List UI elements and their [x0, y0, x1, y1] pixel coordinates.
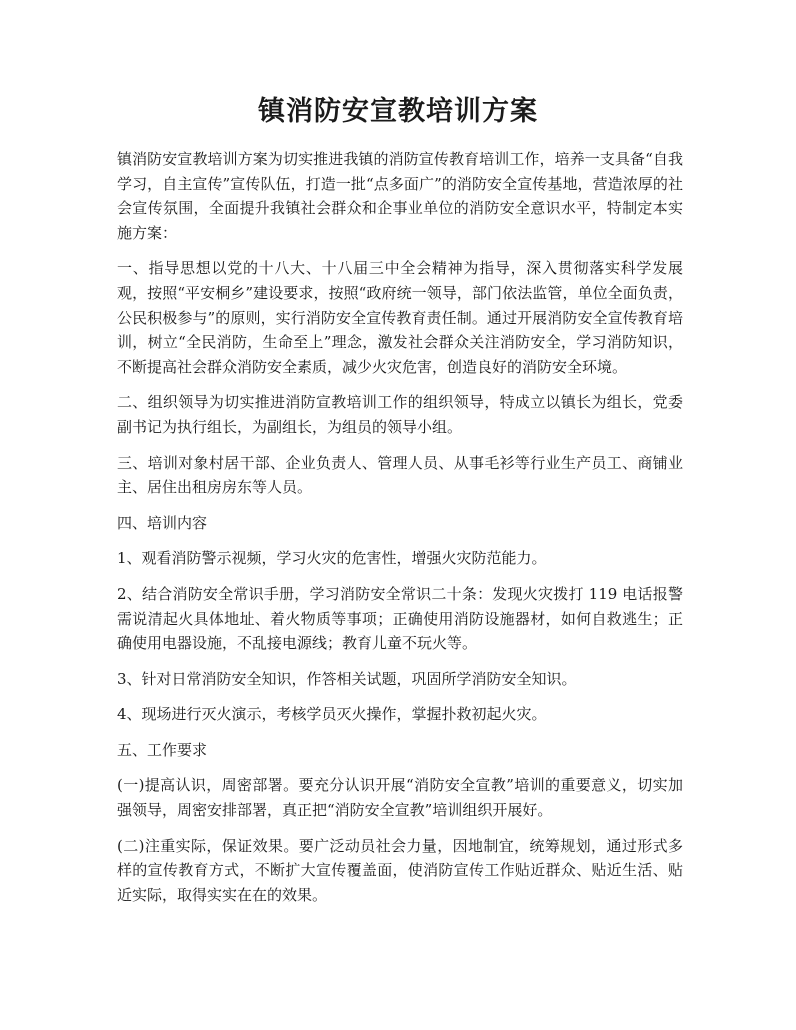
- document-body: [117, 147, 683, 918]
- section-guiding-ideology: 一、指导思想以党的十八大、十八届三中全会精神为指导，深入贯彻落实科学发展观，按照“平安桐乡”建设要求，按照“政府统一领导，部门依法监管，单位全面负责，公民积极参与”的原则，实行消防安全宣传教育责任制。通过开展消防安全宣传教育培训，树立“全民消防，生命至上”理念，激发社会群众关注消防安全，学习消防知识，不断提高社会群众消防安全素质，减少火灾危害，创造良好的消防安全环境。: [117, 259, 683, 376]
- section-training-content-heading: 四、培训内容: [117, 513, 208, 532]
- intro-paragraph: 镇消防安宣教培训方案为切实推进我镇的消防宣传教育培训工作，培养一支具备“自我学习，自主宣传”宣传队伍，打造一批“点多面广”的消防安全宣传基地，营造浓厚的社会宣传氛围，全面提升我镇社会群众和企事业单位的消防安全意识水平，特制定本实施方案：: [117, 150, 683, 242]
- section-organization: 二、组织领导为切实推进消防宣教培训工作的组织领导，特成立以镇长为组长，党委副书记为执行组长，为副组长，为组员的领导小组。: [117, 393, 683, 436]
- training-item-4: 4、现场进行灭火演示，考核学员灭火操作，掌握扑救初起火灾。: [117, 705, 547, 724]
- requirement-item-1: (一)提高认识，周密部署。要充分认识开展“消防安全宣教”培训的重要意义，切实加强领导，周密安排部署，真正把“消防安全宣教”培训组织开展好。: [117, 776, 683, 820]
- requirement-item-2: (二)注重实际，保证效果。要广泛动员社会力量，因地制宜，统筹规划，通过形式多样的宣传教育方式，不断扩大宣传覆盖面，使消防宣传工作贴近群众、贴近生活、贴近实际，取得实实在在的效果。: [117, 836, 683, 904]
- section-training-targets: 三、培训对象村居干部、企业负责人、管理人员、从事毛衫等行业生产员工、商铺业主、居住出租房房东等人员。: [117, 453, 683, 497]
- training-item-1: 1、观看消防警示视频，学习火灾的危害性，增强火灾防范能力。: [117, 549, 547, 568]
- section-work-requirements-heading: 五、工作要求: [117, 740, 208, 759]
- training-item-3: 3、针对日常消防安全知识，作答相关试题，巩固所学消防安全知识。: [117, 669, 577, 688]
- training-item-2: 2、结合消防安全常识手册，学习消防安全常识二十条：发现火灾拨打 119 电话报警需说清起火具体地址、着火物质等事项；正确使用消防设施器材，如何自救逃生；正确使用电器设施，不乱接电源线；教育儿童不玩火等。: [117, 584, 683, 653]
- document-title: 镇消防安宣教培训方案: [258, 96, 538, 127]
